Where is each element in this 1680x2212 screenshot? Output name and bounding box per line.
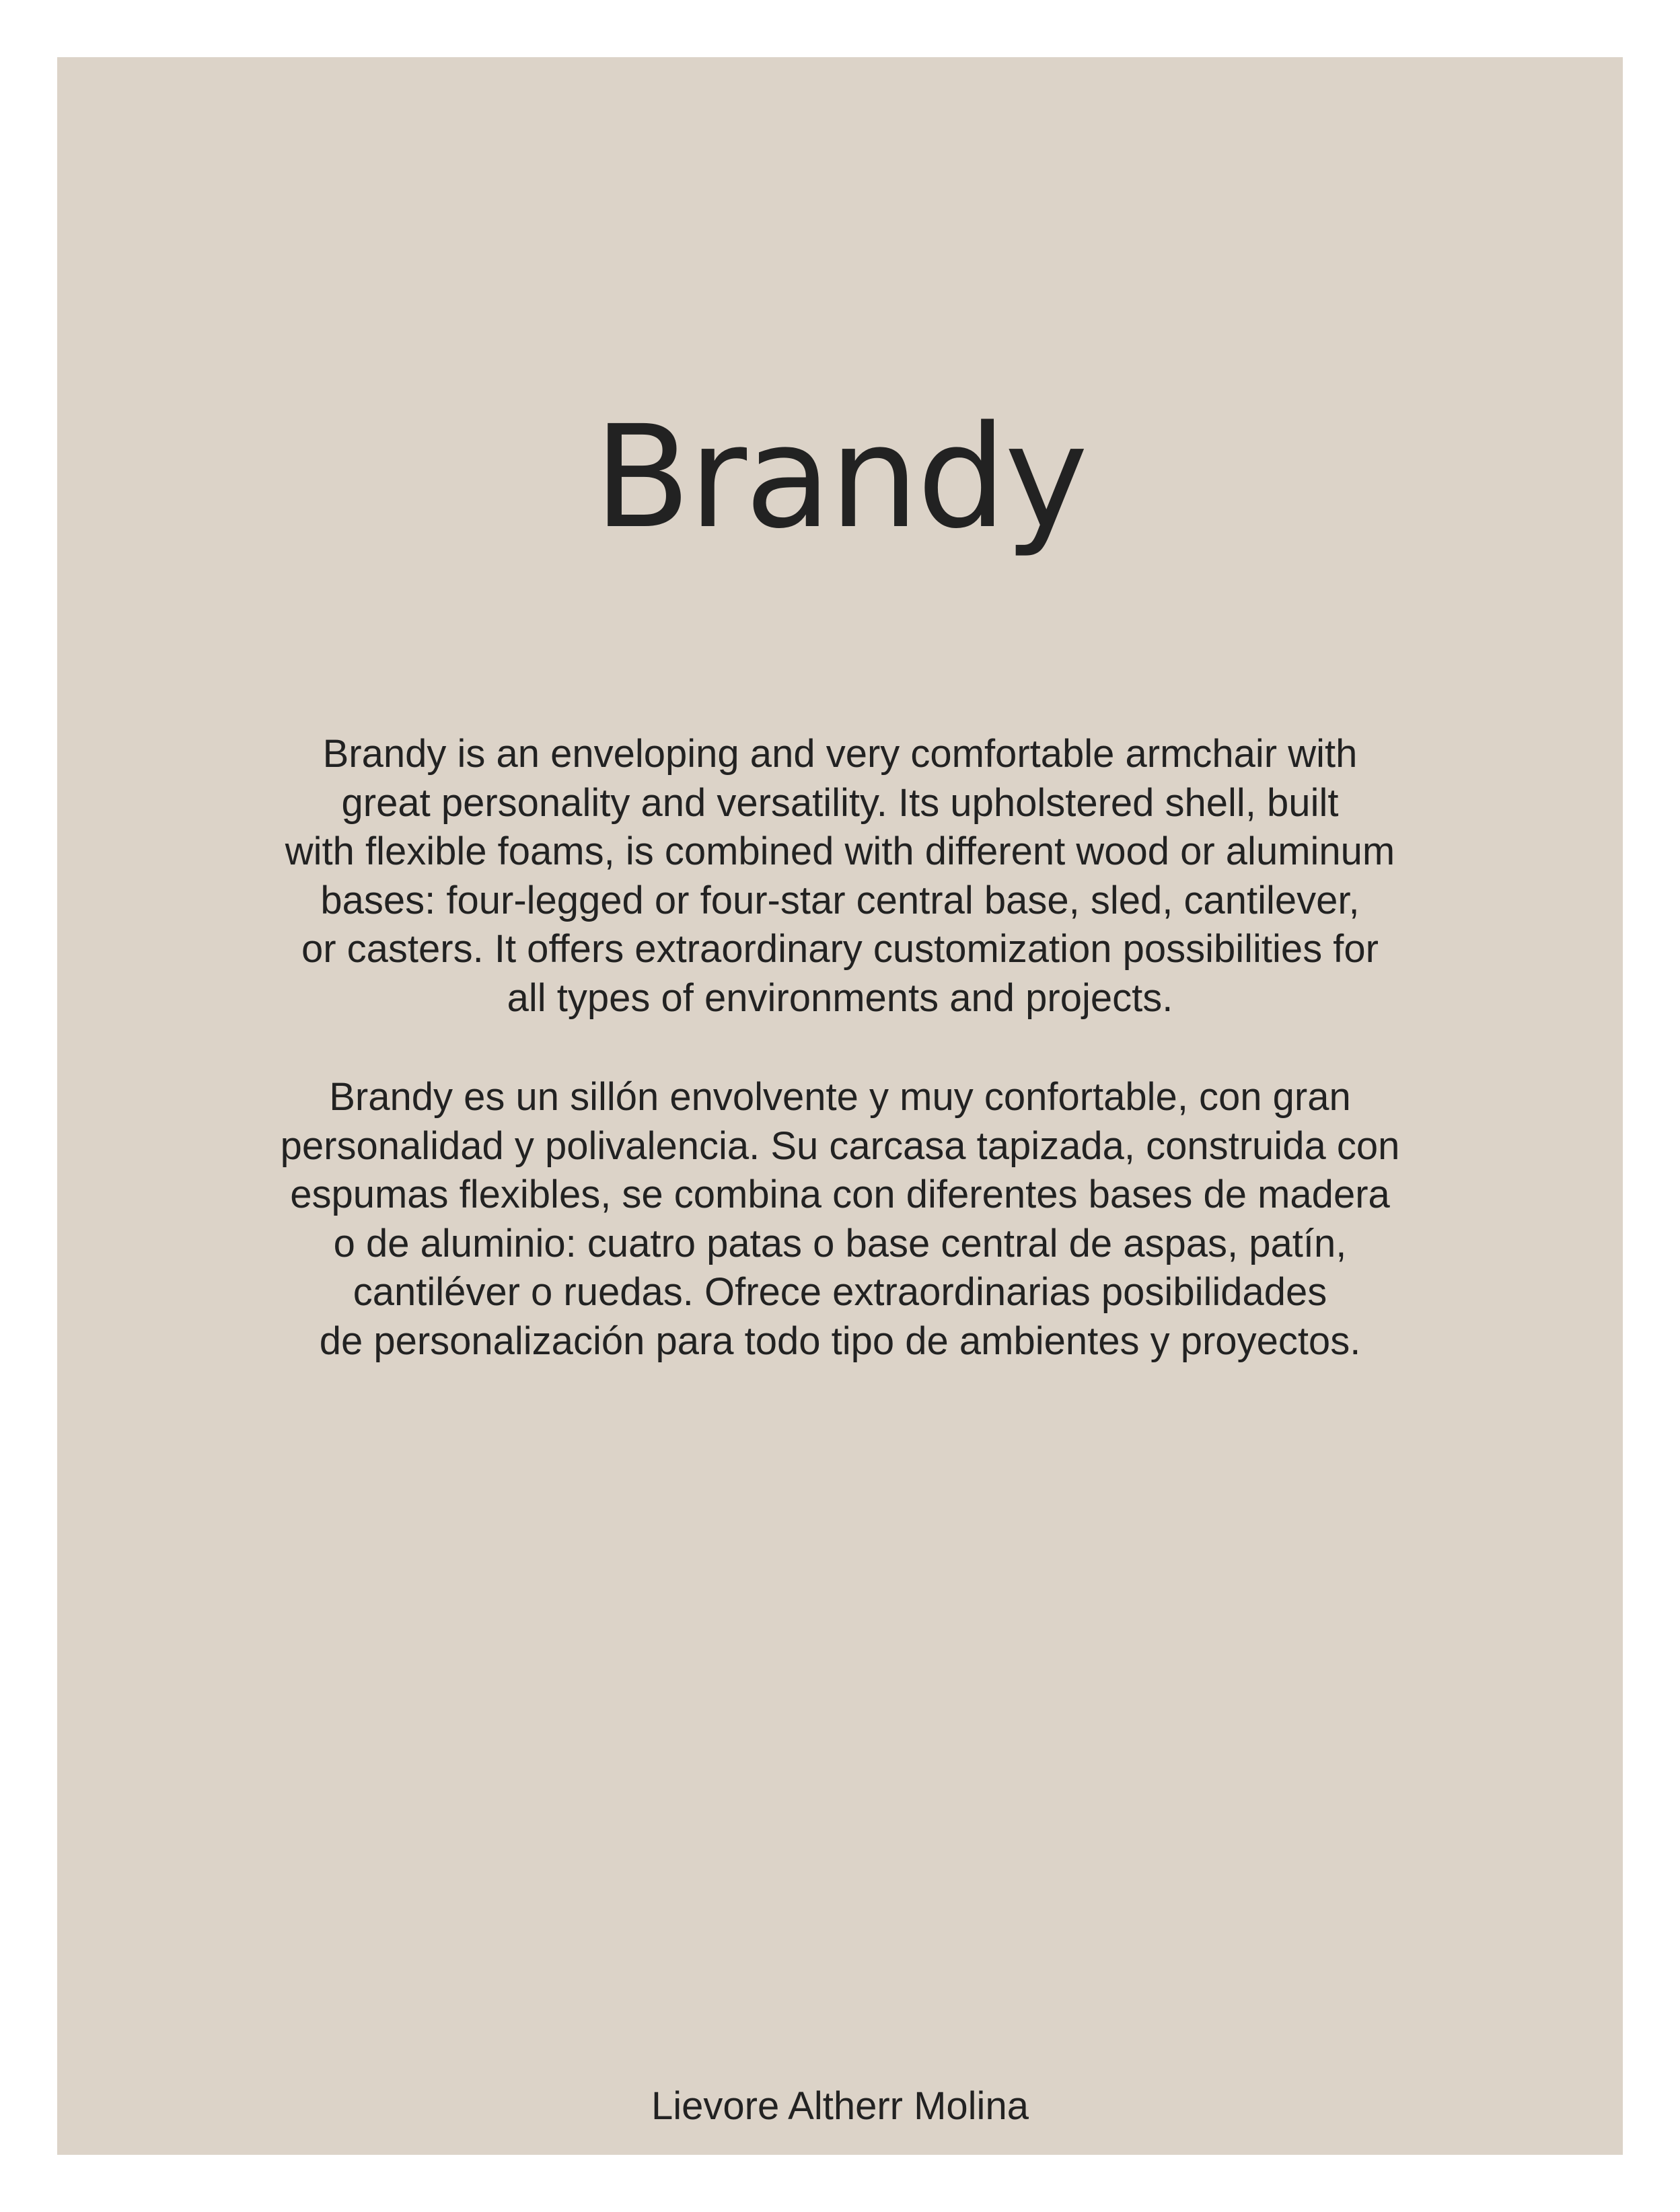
description-es-line: personalidad y polivalencia. Su carcasa tapizada, construida con — [280, 1123, 1400, 1168]
description-es-line: de personalización para todo tipo de ambientes y proyectos. — [319, 1319, 1361, 1363]
description-en-line: with flexible foams, is combined with different wood or aluminum — [285, 830, 1395, 873]
page-panel — [57, 57, 1623, 2155]
description-es-line: espumas flexibles, se combina con diferentes bases de madera — [290, 1173, 1390, 1216]
description-en-line: great personality and versatility. Its upholstered shell, built — [341, 780, 1339, 825]
description-en-line: all types of environments and projects. — [507, 975, 1173, 1020]
description-en-line: or casters. It offers extraordinary customization possibilities for — [301, 927, 1379, 971]
description-spanish — [57, 1073, 1623, 1366]
description-english — [57, 730, 1623, 1023]
page-title: Brandy — [593, 395, 1087, 560]
description-es-line: cantiléver o ruedas. Ofrece extraordinarias posibilidades — [353, 1270, 1327, 1314]
description-es-line: Brandy es un sillón envolvente y muy confortable, con gran — [329, 1075, 1351, 1119]
designer-credit: Lievore Altherr Molina — [651, 2084, 1029, 2128]
description-es-line: o de aluminio: cuatro patas o base central de aspas, patín, — [333, 1221, 1347, 1265]
description-en-line: bases: four-legged or four-star central base, sled, cantilever, — [320, 878, 1360, 922]
description-en-line: Brandy is an enveloping and very comfortable armchair with — [322, 732, 1358, 776]
